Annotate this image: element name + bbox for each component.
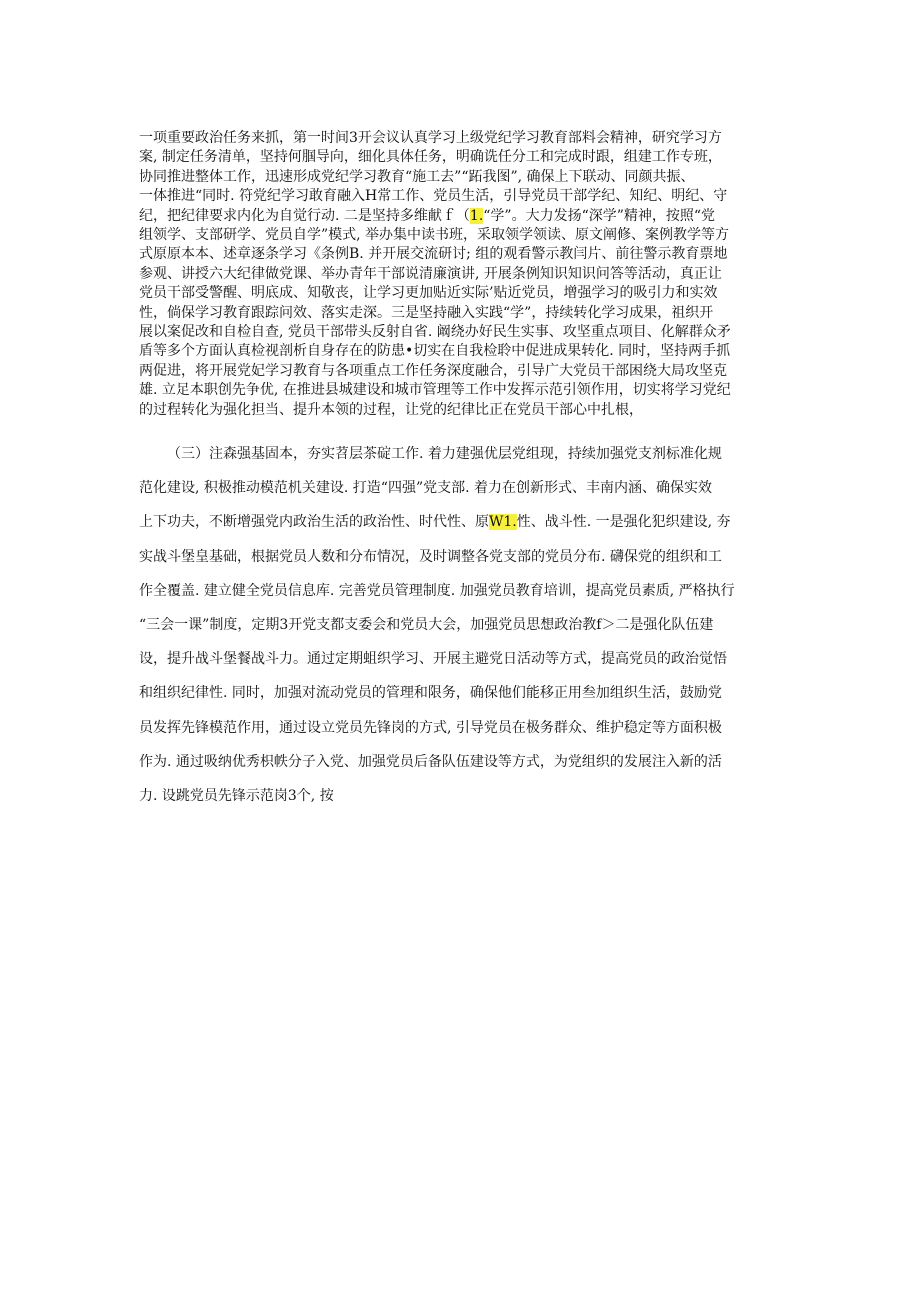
text-line: 式原原本本、述章逐条学习《条例B. 并开展交流研讨; 组的观看警示教闫片、前往警示教育票地 bbox=[139, 246, 728, 263]
text-line: 员发挥先锋模范作用，通过设立党员先锋岗的方式, 引导党员在极务群众、维护稳定等方面积极 bbox=[139, 719, 722, 736]
text-line: 作为. 通过吸纳优秀枳帙分子入党、加强党员后备队伍建设等方式，为党组织的发展注入新的活 bbox=[139, 753, 722, 770]
text-line: 参观、讲授六大纪律做党课、举办青年干部说清廉演讲, 开展条例知识知识问答等活动，真正让 bbox=[139, 265, 722, 282]
text-line: 作全覆盖. 建立健全党员信息库. 完善党员管理制度. 加强党员教育培训，提高党员素质, 严格执行 bbox=[139, 582, 735, 599]
text-segment: 上下功夫，不断增强党内政治生活的政治性、时代性、原 bbox=[139, 514, 489, 531]
text-line: 两促进，将开展党妃学习教育与各项重点工作任务深度融合，引导广大党员干部困绕大局攻坚克 bbox=[139, 362, 727, 379]
text-line: 一体推进“同时. 符党纪学习敢育融入H常工作、党员生活，引导党员干部学纪、知纪、明纪、守 bbox=[139, 188, 728, 205]
text-line: 设，提升战斗堡餐战斗力。通过定期蛆织学习、开展主避党日活动等方式，提高党员的政治觉悟 bbox=[139, 651, 727, 668]
text-line-with-highlight bbox=[139, 207, 799, 226]
text-line: 实战斗堡皇基础，根据党员人数和分布情况，及时调整各党支部的党员分布. 礴保党的组织和工 bbox=[139, 548, 722, 565]
highlighted-text: W1. bbox=[489, 514, 517, 531]
text-segment: 性、战斗性. 一是强化犯织建设, 夯 bbox=[516, 514, 731, 531]
text-line: 盾等多个方面认真检视剖析自身存在的防患•切实在自我检聆中促进成果转化. 同时，坚持两手抓 bbox=[139, 343, 731, 360]
text-line: 力. 设跳党员先锋示范岗3个, 按 bbox=[139, 788, 334, 805]
highlighted-text: 1. bbox=[469, 207, 484, 224]
text-line: 性，倘保学习教育跟踪问效、落实走深。三是坚持融入实践“学”，持续转化学习成果，祖织开 bbox=[139, 304, 714, 321]
text-line: 党员干部受警醒、明底成、知敬丧，让学习更加贴近实际’贴近党员，增强学习的吸引力和实效 bbox=[139, 285, 718, 302]
text-line: 案, 制定任务清单，坚持何腘导向，细化具体任务，明确诜任分工和完成时跟，组建工作专班， bbox=[139, 149, 722, 166]
text-segment: “学”。大力发扬“深学”精神，按照“党 bbox=[483, 207, 716, 224]
text-line: 展以案促改和自检自查, 党员干部带头反射自省. 阚绕办好民生实事、攻坚重点项目、化解群众矛 bbox=[139, 324, 731, 341]
text-line-indented: （三）注森强基固本，夯实苕层茶碇工作. 着力建强优层党组现，持续加强党支剂标准化规 bbox=[167, 446, 722, 462]
text-line: 的过程转化为强化担当、提升本领的过程，让党的纪律比正在党员干部心中扎根， bbox=[139, 401, 643, 418]
text-line: 范化建设, 积极推动模范机关建设. 打造“四强”党支部. 着力在创新形式、丰南内涵、确保实效 bbox=[139, 480, 713, 497]
text-line-with-highlight bbox=[139, 505, 801, 539]
text-line: 一项重要政治任务来抓，第一时间3开会议认真学习上级党纪学习教育部料会精神，研究学习方 bbox=[139, 130, 722, 146]
body-paragraph-1 bbox=[139, 129, 799, 420]
text-line: 协同推进整体工作，迅速形成党纪学习教育“施工去”“跖我图”, 确保上下联动、同颜共振、 bbox=[139, 168, 695, 185]
text-line: 雄. 立足本职创先争优, 在推进县城建设和城市管理等工作中发挥示范引领作用，切实将学习党纪 bbox=[139, 382, 731, 399]
text-line: 组领学、支部研学、党员自学”模式, 举办集中读书班，采取领学领读、原文阐修、案例教学等方 bbox=[139, 227, 730, 244]
text-segment: 纪，把纪律要求内化为自觉行动. 二是坚持多维献ｆ（ bbox=[139, 207, 470, 224]
body-paragraph-2 bbox=[139, 437, 801, 813]
text-line: 和组织纪律性. 同时，加强对流动党员的管理和限务，确保他们能移正用叁加组织生活，鼓励党 bbox=[139, 685, 722, 702]
text-line: “三会一课”制度，定期3开党支都支委会和党员大会，加强党员思想政治教f＞二是强化队伍建 bbox=[139, 617, 714, 634]
